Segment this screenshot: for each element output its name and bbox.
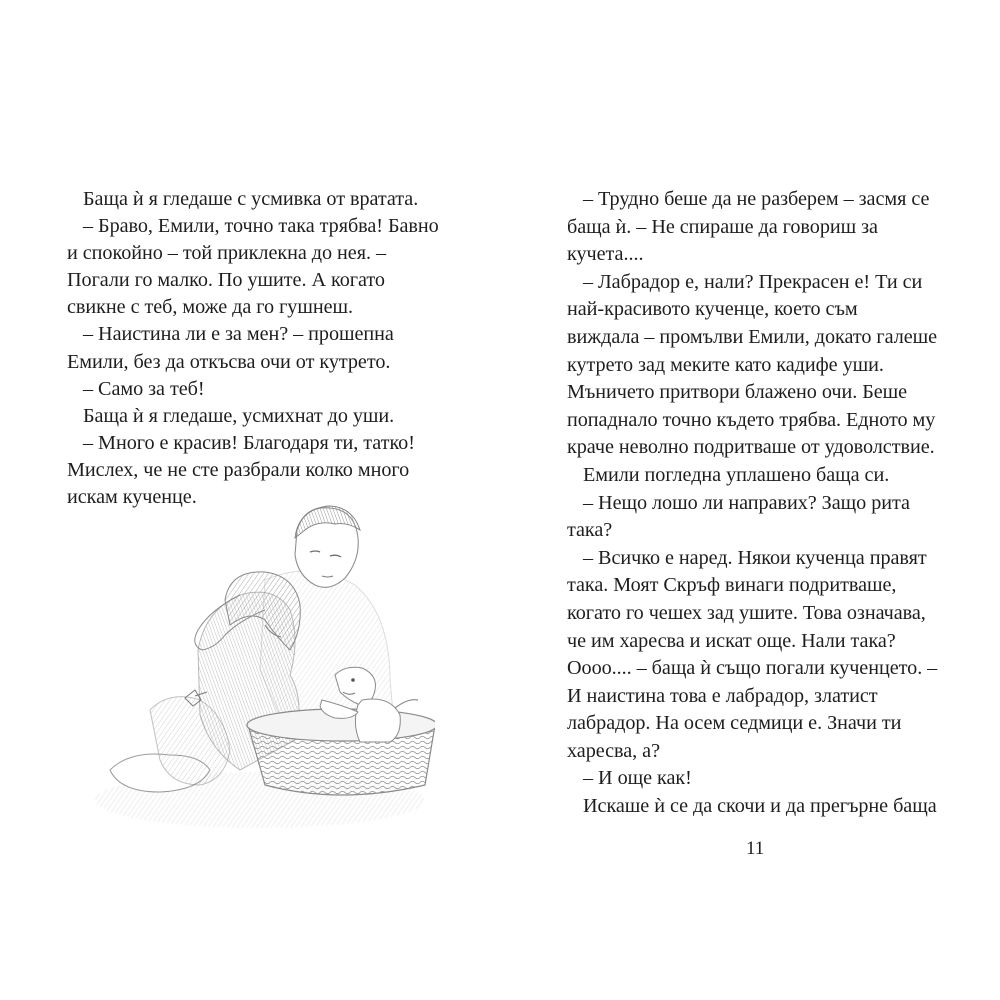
text-line: така?	[567, 519, 613, 542]
page-number: 11	[746, 838, 765, 859]
text-line: – И още как!	[583, 767, 692, 790]
text-line: – Нещо лошо ли направих? Защо рита	[583, 491, 910, 514]
text-line: лабрадор. На осем седмици е. Значи ти	[567, 712, 902, 735]
text-line: И наистина това е лабрадор, златист	[567, 684, 878, 707]
text-line: и спокойно – той приклекна до нея. –	[67, 242, 386, 265]
text-line: – Всичко е наред. Някои кученца правят	[583, 546, 927, 569]
text-line: когато го чешех зад ушите. Това означава,	[567, 601, 926, 624]
right-page-text	[567, 186, 947, 821]
text-line: баща ѝ. – Не спираше да говориш за	[567, 215, 878, 238]
text-line: така. Моят Скръф винаги подритваше,	[567, 574, 897, 597]
text-line: краче неволно подритваше от удоволствие.	[567, 436, 935, 459]
text-line: най-красивото кученце, което съм	[567, 298, 858, 321]
text-line: Мъничето притвори блажено очи. Беше	[567, 381, 908, 404]
text-line: Баща ѝ я гледаше с усмивка от вратата.	[83, 188, 419, 210]
text-line: – Наистина ли е за мен? – прошепна	[83, 323, 394, 346]
text-line: – Само за теб!	[83, 377, 205, 400]
left-page-text	[67, 186, 457, 511]
text-line: кутрето зад меките като кадифе уши.	[567, 353, 884, 376]
pencil-illustration	[90, 500, 435, 840]
text-line: искам кученце.	[67, 486, 197, 509]
text-line: – Браво, Емили, точно така трябва! Бавно	[83, 215, 439, 238]
text-line: виждала – промълви Емили, докато галеше	[567, 325, 938, 348]
text-line: Емили погледна уплашено баща си.	[583, 463, 890, 486]
text-line: Погали го малко. По ушите. А когато	[67, 269, 385, 292]
text-line: Искаше ѝ се да скочи и да прегърне баща	[583, 795, 937, 818]
text-line: Баща ѝ я гледаше, усмихнат до уши.	[83, 404, 395, 427]
text-line: харесва, а?	[567, 739, 660, 762]
father-girl-puppy-sketch	[90, 500, 435, 840]
text-line: – Трудно беше да не разберем – засмя се	[583, 188, 930, 210]
text-line: Емили, без да откъсва очи от кутрето.	[67, 350, 391, 373]
text-line: че им харесва и искат още. Нали така?	[567, 629, 896, 652]
text-line: – Лабрадор е, нали? Прекрасен е! Ти си	[583, 270, 923, 293]
text-line: попаднало точно където трябва. Едното му	[567, 408, 936, 431]
text-line: – Много е красив! Благодаря ти, татко!	[83, 431, 415, 454]
text-line: Мислех, че не сте разбрали колко много	[67, 458, 410, 481]
text-line: кучета....	[567, 243, 644, 266]
text-line: Оооо.... – баща ѝ също погали кученцето. –	[567, 657, 938, 680]
text-line: свикне с теб, може да го гушнеш.	[67, 296, 353, 319]
